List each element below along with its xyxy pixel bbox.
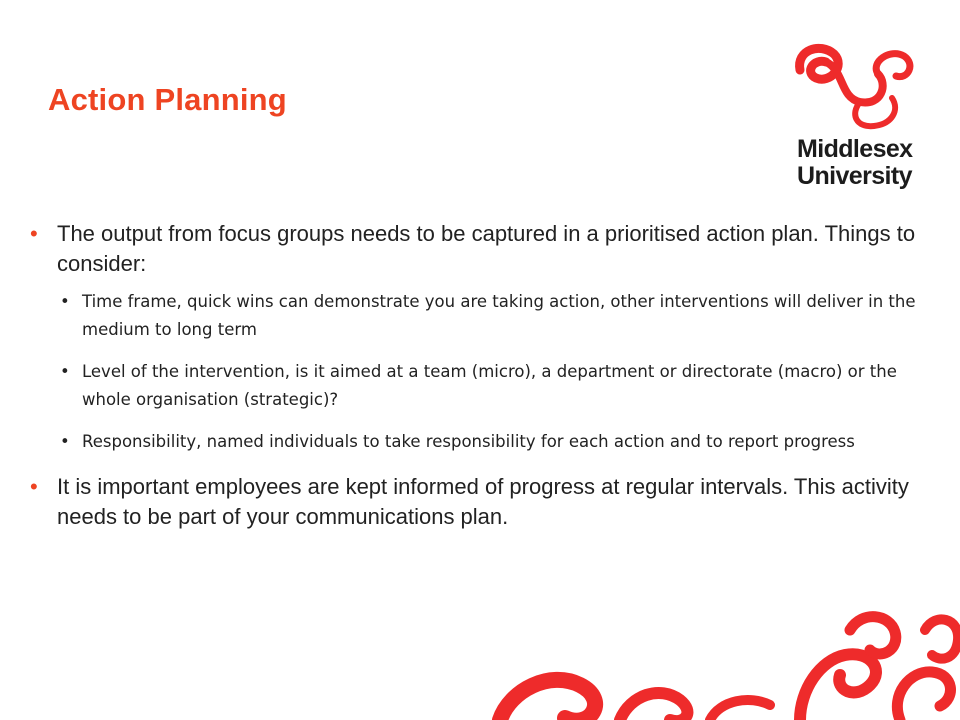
bullet-1 [30,219,930,279]
sub-bullet-list [30,288,930,456]
sub-bullet-2-text: Level of the intervention, is it aimed at a team (micro), a department or directorate (macro) or the whole organisation (strategic)? [82,362,897,409]
logo-line-1: Middlesex [797,135,913,163]
slide-content [30,219,930,532]
sub-bullet-dot-icon: • [60,362,70,381]
sub-bullet-1-text: Time frame, quick wins can demonstrate you are taking action, other interventions will deliver in the medium to long term [82,292,916,339]
bullet-2-text: It is important employees are kept informed of progress at regular intervals. This activity needs to be part of your communications plan. [57,474,909,529]
logo-line-2: University [797,162,912,190]
sub-bullet-dot-icon: • [60,292,70,311]
bullet-1-text: The output from focus groups needs to be captured in a prioritised action plan. Things to consider: [57,221,916,276]
logo-swirl-icon [790,40,930,135]
sub-bullet-dot-icon: • [60,432,70,451]
sub-bullet-2 [30,358,930,414]
bullet-dot-icon: • [30,221,38,246]
middlesex-university-logo [790,40,930,200]
sub-bullet-3-text: Responsibility, named individuals to take responsibility for each action and to report progress [82,432,855,451]
sub-bullet-1 [30,288,930,344]
logo-wordmark [797,136,912,190]
bullet-2 [30,472,930,532]
sub-bullet-3 [30,428,930,456]
slide-title: Action Planning [48,82,287,117]
decorative-swirl-icon [470,600,960,720]
bullet-dot-icon: • [30,474,38,499]
